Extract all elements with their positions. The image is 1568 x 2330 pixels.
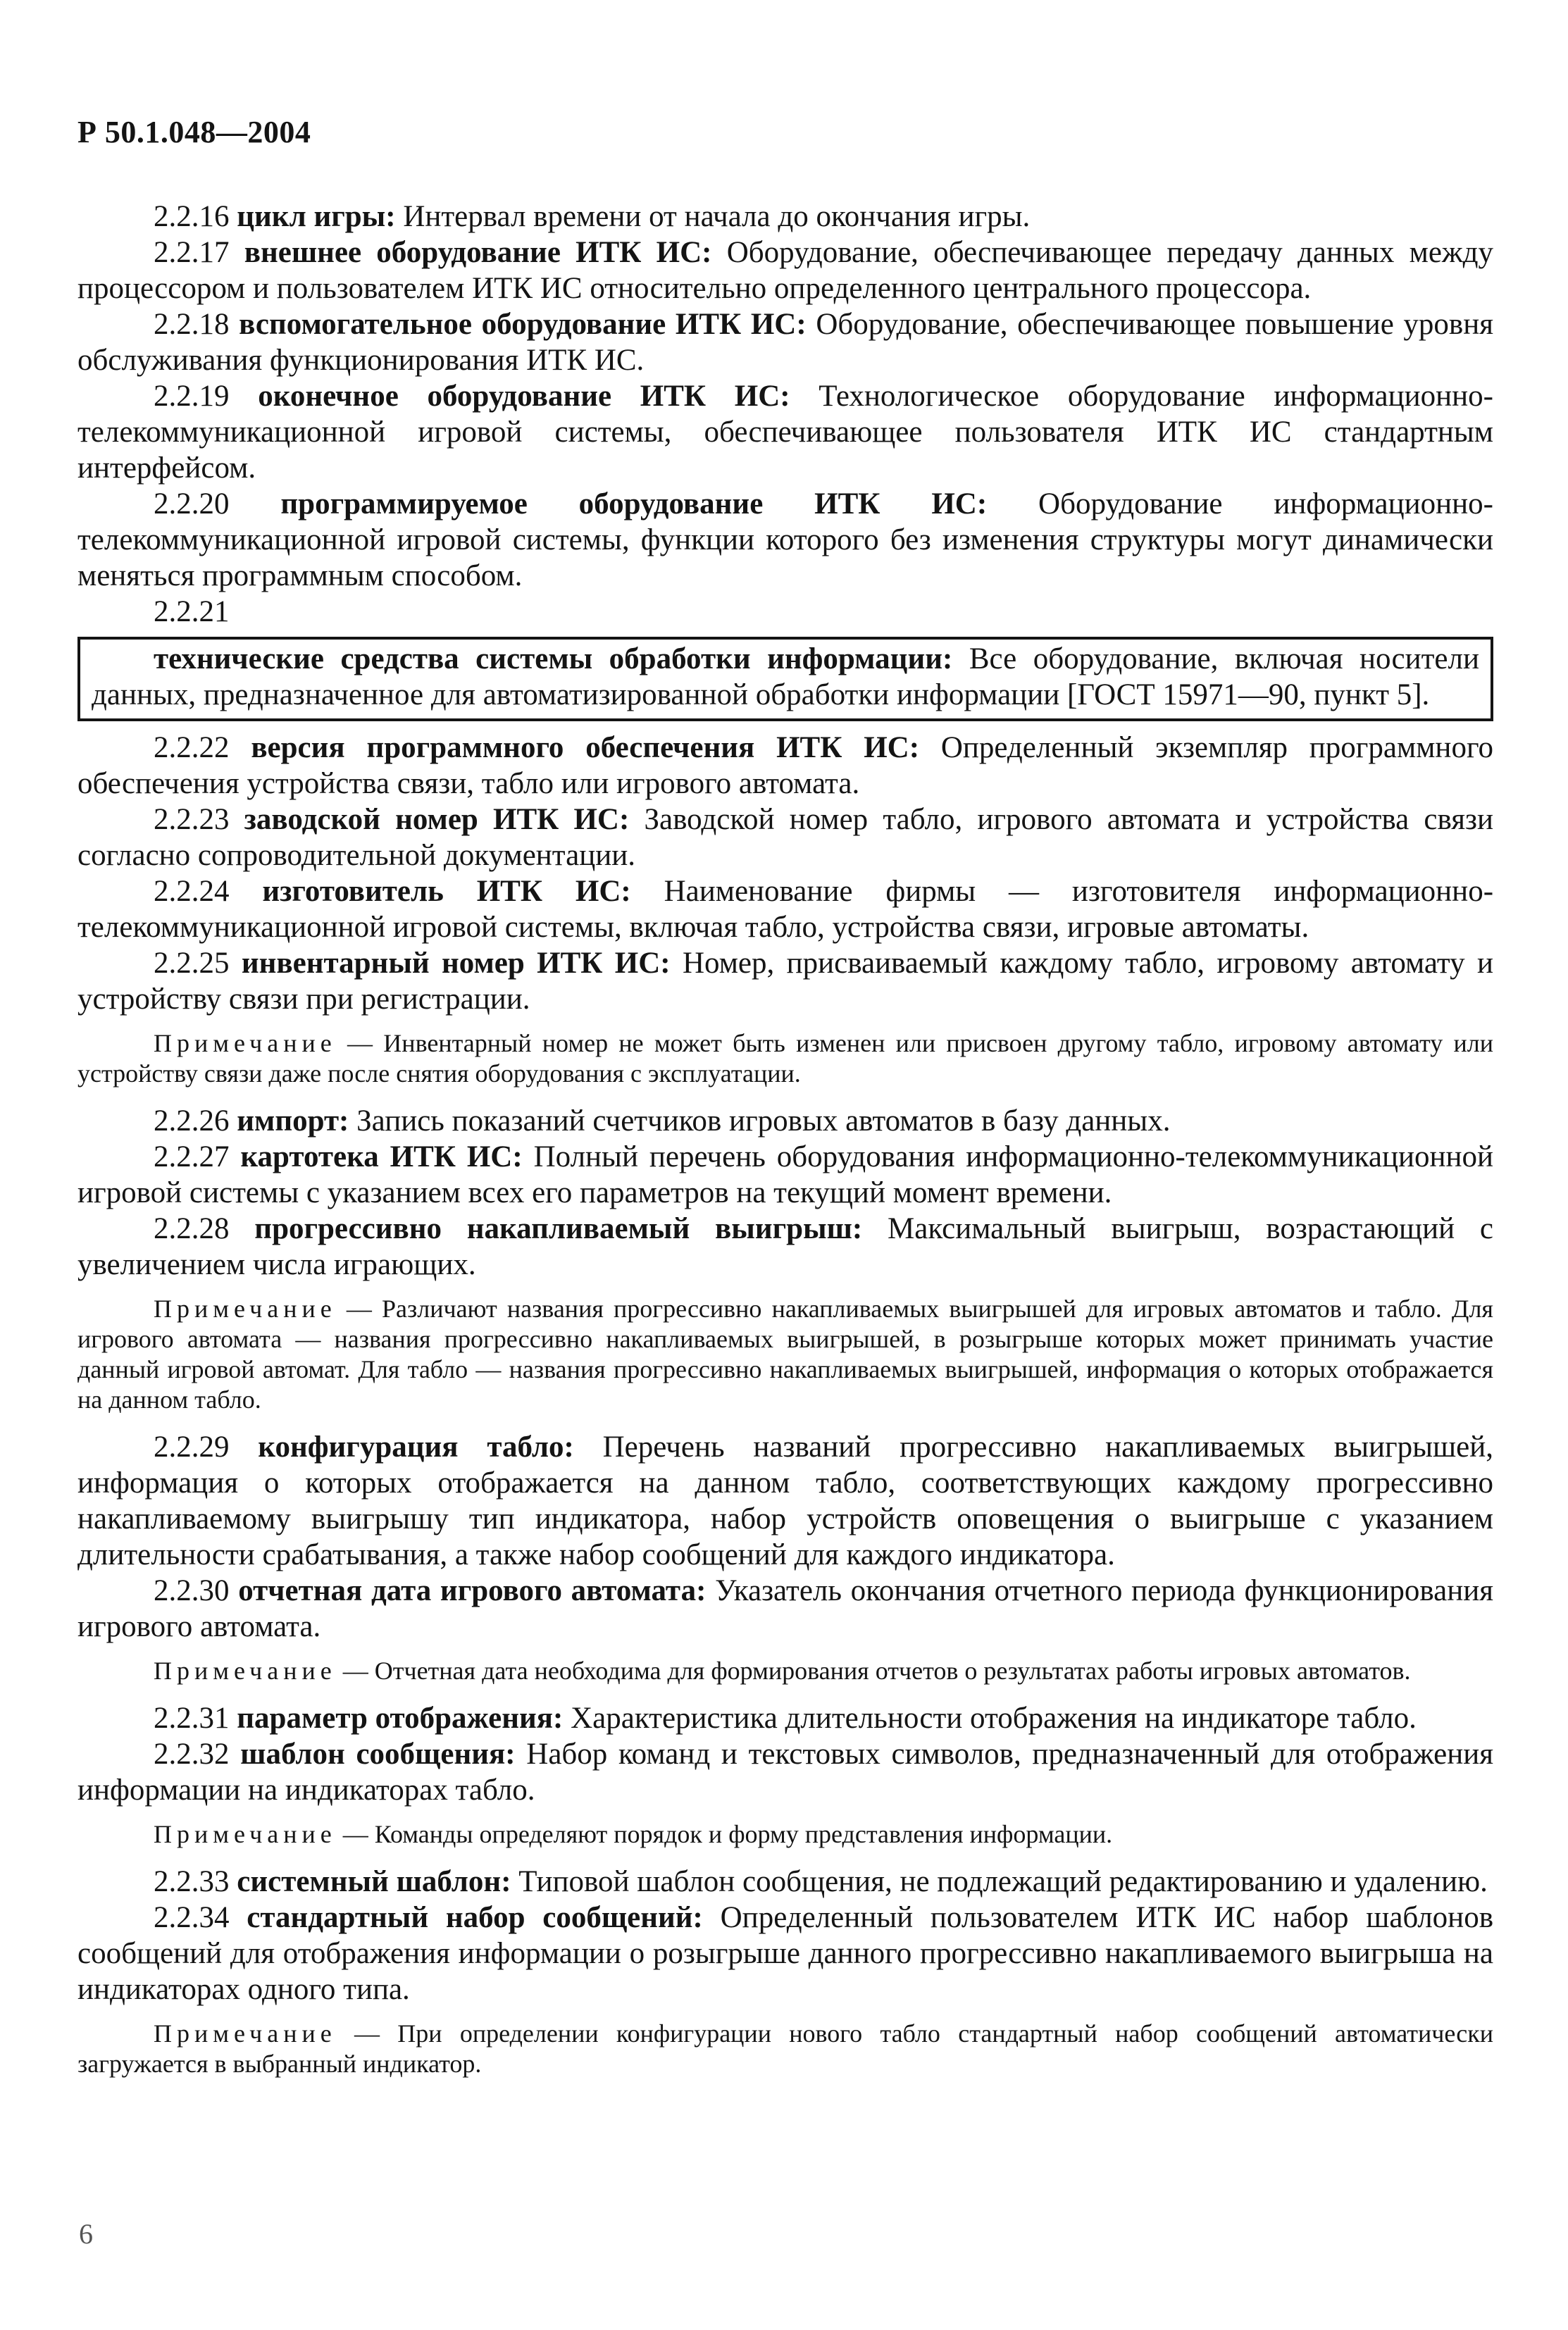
definition-number: 2.2.23 xyxy=(154,803,230,836)
note-text: — Различают названия прогрессивно накапливаемых выигрышей для игровых автоматов и табло. Для игрового автомата — названия прогрессивно накапливаемых выигрышей, в розыгрыше которых может принимать участие данный игровой автомат. Для табло — названия прогрессивно накапливаемых выигрышей, информация о которых отображается на данном табло. xyxy=(77,1295,1493,1414)
definition-number: 2.2.16 xyxy=(154,200,230,233)
definition-term: оконечное оборудование ИТК ИС: xyxy=(258,380,790,413)
definition-number: 2.2.29 xyxy=(154,1431,230,1464)
boxed-text: Все оборудование, включая носители данных, предназначенное для автоматизированной обработки информации [ГОСТ 15971—90, пункт 5]. xyxy=(92,642,1479,711)
definition-text: Определенный пользователем ИТК ИС набор шаблонов сообщений для отображения информации о розыгрыше данного прогрессивно накапливаемого выигрыша на индикаторах одного типа. xyxy=(77,1901,1493,2006)
definition-text: Технологическое оборудование информационно-телекоммуникационной игровой системы, обеспечивающее пользователя ИТК ИС стандартным интерфейсом. xyxy=(77,380,1494,485)
definition-number: 2.2.17 xyxy=(154,236,230,269)
definition-2-2-16 xyxy=(77,199,1493,235)
definition-term: программируемое оборудование ИТК ИС: xyxy=(280,487,988,521)
definition-number: 2.2.22 xyxy=(154,731,230,764)
definition-term: картотека ИТК ИС: xyxy=(240,1140,523,1173)
definition-2-2-34 xyxy=(77,1900,1493,2007)
definition-number: 2.2.26 xyxy=(154,1104,230,1138)
definition-text: Запись показаний счетчиков игровых автоматов в базу данных. xyxy=(349,1104,1171,1138)
definition-text: Оборудование, обеспечивающее повышение уровня обслуживания функционирования ИТК ИС. xyxy=(77,308,1494,377)
definition-text: Определенный экземпляр программного обеспечения устройства связи, табло или игрового автомата. xyxy=(77,731,1494,800)
definition-2-2-23 xyxy=(77,802,1493,873)
definition-text: Интервал времени от начала до окончания игры. xyxy=(395,200,1031,233)
definition-number: 2.2.32 xyxy=(154,1738,230,1771)
definition-2-2-33 xyxy=(77,1864,1493,1900)
note-label: Примечание xyxy=(154,1657,337,1685)
definition-text: Полный перечень оборудования информационно-телекоммуникационной игровой системы с указанием всех его параметров на текущий момент времени. xyxy=(77,1140,1494,1209)
definition-number: 2.2.31 xyxy=(154,1702,230,1735)
definition-number: 2.2.28 xyxy=(154,1212,230,1245)
definition-term: отчетная дата игрового автомата: xyxy=(238,1574,707,1607)
definition-number: 2.2.30 xyxy=(154,1574,230,1607)
definition-term: внешнее оборудование ИТК ИС: xyxy=(244,236,712,269)
definition-2-2-18 xyxy=(77,306,1493,378)
definition-number: 2.2.19 xyxy=(154,380,230,413)
note-4 xyxy=(77,1819,1493,1850)
definition-term: импорт: xyxy=(237,1104,349,1138)
note-1 xyxy=(77,1028,1493,1089)
boxed-term: технические средства системы обработки информации: xyxy=(154,642,953,675)
definition-number: 2.2.24 xyxy=(154,875,230,908)
note-3 xyxy=(77,1656,1493,1686)
definition-number: 2.2.27 xyxy=(154,1140,230,1173)
definition-2-2-28 xyxy=(77,1211,1493,1283)
note-label: Примечание xyxy=(154,2019,337,2048)
definition-term: системный шаблон: xyxy=(237,1865,511,1898)
note-text: — Инвентарный номер не может быть изменен или присвоен другому табло, игровому автомату или устройству связи даже после снятия оборудования с эксплуатации. xyxy=(77,1029,1493,1088)
definition-2-2-31 xyxy=(77,1700,1493,1736)
document-page xyxy=(77,113,1493,2093)
definition-term: конфигурация табло: xyxy=(258,1431,574,1464)
note-text: — Отчетная дата необходима для формирования отчетов о результатах работы игровых автоматов. xyxy=(336,1657,1411,1685)
definition-2-2-22 xyxy=(77,730,1493,802)
definition-text: Заводской номер табло, игрового автомата и устройства связи согласно сопроводительной документации. xyxy=(77,803,1493,872)
definition-2-2-27 xyxy=(77,1139,1493,1211)
definition-2-2-26 xyxy=(77,1103,1493,1139)
page-number: 6 xyxy=(79,2218,93,2250)
definition-2-2-25 xyxy=(77,945,1493,1017)
definition-2-2-17 xyxy=(77,235,1493,306)
definition-2-2-29 xyxy=(77,1429,1493,1573)
definition-term: изготовитель ИТК ИС: xyxy=(262,875,631,908)
document-header: Р 50.1.048—2004 xyxy=(77,115,311,149)
definition-term: вспомогательное оборудование ИТК ИС: xyxy=(239,308,807,341)
definition-2-2-21 xyxy=(77,594,1493,630)
definition-term: версия программного обеспечения ИТК ИС: xyxy=(251,731,920,764)
definition-term: инвентарный номер ИТК ИС: xyxy=(241,947,671,980)
definition-term: параметр отображения: xyxy=(237,1702,564,1735)
note-label: Примечание xyxy=(154,1820,337,1848)
definition-number: 2.2.33 xyxy=(154,1865,230,1898)
note-label: Примечание xyxy=(154,1295,337,1323)
definition-text: Типовой шаблон сообщения, не подлежащий редактированию и удалению. xyxy=(511,1865,1488,1898)
definition-2-2-30 xyxy=(77,1573,1493,1645)
definition-text: Указатель окончания отчетного периода функционирования игрового автомата. xyxy=(77,1574,1493,1643)
definition-term: шаблон сообщения: xyxy=(240,1738,516,1771)
definition-2-2-19 xyxy=(77,378,1493,486)
note-5 xyxy=(77,2019,1493,2079)
boxed-definition xyxy=(77,637,1493,721)
definition-term: прогрессивно накапливаемый выигрыш: xyxy=(254,1212,863,1245)
definition-2-2-24 xyxy=(77,873,1493,945)
definition-text: Набор команд и текстовых символов, предназначенный для отображения информации на индикаторах табло. xyxy=(77,1738,1493,1807)
definition-number: 2.2.34 xyxy=(154,1901,230,1934)
note-text: — Команды определяют порядок и форму представления информации. xyxy=(336,1820,1113,1848)
note-label: Примечание xyxy=(154,1029,337,1057)
definition-2-2-20 xyxy=(77,486,1493,594)
document-body xyxy=(77,199,1493,2079)
definition-term: заводской номер ИТК ИС: xyxy=(244,803,630,836)
definition-text: Оборудование, обеспечивающее передачу данных между процессором и пользователем ИТК ИС относительно определенного центрального процессора. xyxy=(77,236,1494,305)
definition-text: Наименование фирмы — изготовителя информационно-телекоммуникационной игровой системы, включая табло, устройства связи, игровые автоматы. xyxy=(77,875,1494,944)
definition-number: 2.2.20 xyxy=(154,487,230,521)
note-2 xyxy=(77,1294,1493,1415)
definition-text: Перечень названий прогрессивно накапливаемых выигрышей, информация о которых отображается на данном табло, соответствующих каждому прогрессивно накапливаемому выигрышу тип индикатора, набор устройств оповещения о выигрыше с указанием длительности срабатывания, а также набор сообщений для каждого индикатора. xyxy=(77,1431,1493,1571)
definition-2-2-32 xyxy=(77,1736,1493,1808)
definition-number: 2.2.18 xyxy=(154,308,230,341)
definition-text: Характеристика длительности отображения на индикаторе табло. xyxy=(563,1702,1417,1735)
note-text: — При определении конфигурации нового табло стандартный набор сообщений автоматически загружается в выбранный индикатор. xyxy=(77,2019,1493,2078)
definition-text: Номер, присваиваемый каждому табло, игровому автомату и устройству связи при регистрации. xyxy=(77,947,1493,1016)
definition-term: цикл игры: xyxy=(237,200,396,233)
definition-number: 2.2.25 xyxy=(154,947,230,980)
definition-text: Максимальный выигрыш, возрастающий с увеличением числа играющих. xyxy=(77,1212,1494,1281)
definition-term: стандартный набор сообщений: xyxy=(247,1901,703,1934)
definition-text: Оборудование информационно-телекоммуникационной игровой системы, функции которого без изменения структуры могут динамически меняться программным способом. xyxy=(77,487,1493,592)
definition-number: 2.2.21 xyxy=(154,595,230,628)
